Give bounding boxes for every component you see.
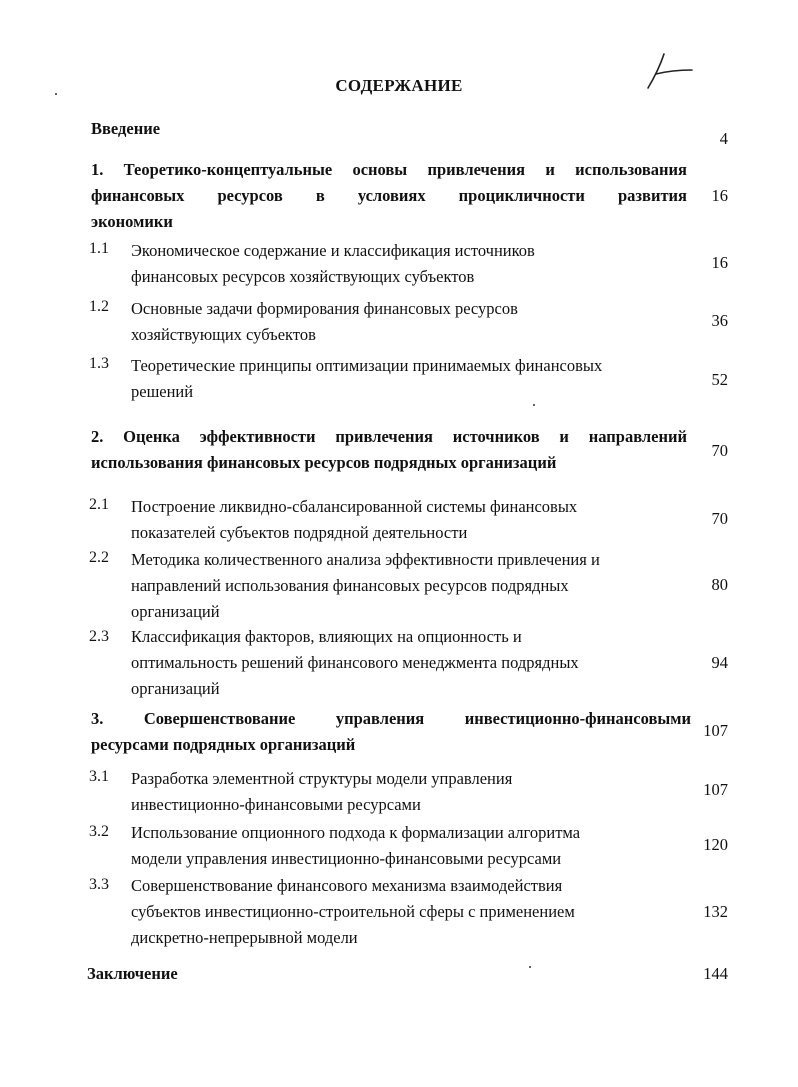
entry-title-line: хозяйствующих субъектов [131, 325, 316, 344]
entry-title-line: финансовых ресурсов в условиях процикличности развития [91, 186, 687, 205]
section-number: 3.2 [89, 823, 109, 840]
entry-title-line: направлений использования финансовых ресурсов подрядных [131, 576, 569, 595]
section-number: 1.3 [89, 355, 109, 372]
entry-title-line: Методика количественного анализа эффективности привлечения и [131, 550, 600, 569]
page-number: 16 [711, 253, 728, 272]
page-number: 4 [719, 129, 728, 148]
entry-title-line: 3. Совершенствование управления инвестиционно-финансовыми [91, 709, 691, 728]
entry-title-line: организаций [131, 602, 220, 621]
entry-title-line: Использование опционного подхода к формализации алгоритма [131, 823, 581, 842]
page-title: СОДЕРЖАНИЕ [335, 76, 463, 95]
page-number: 16 [711, 186, 728, 205]
section-number: 3.1 [89, 768, 109, 785]
entry-title-line: 2. Оценка эффективности привлечения источников и направлений [91, 427, 687, 446]
page-number: 94 [711, 653, 728, 672]
page-number: 52 [711, 370, 728, 389]
entry-title-line: Экономическое содержание и классификация источников [131, 241, 535, 260]
entry-title-line: экономики [91, 212, 173, 231]
page-number: 132 [703, 902, 728, 921]
entry-title-line: 1. Теоретико-концептуальные основы привлечения и использования [91, 160, 687, 179]
entry-title-line: Классификация факторов, влияющих на опционность и [131, 627, 522, 646]
speck [55, 93, 57, 95]
entry-title: Введение [91, 119, 161, 138]
entry-title-line: организаций [131, 679, 220, 698]
page-number: 107 [703, 780, 728, 799]
section-number: 2.3 [89, 628, 109, 645]
entry-title-line: финансовых ресурсов хозяйствующих субъектов [131, 267, 475, 286]
handwritten-mark-icon [642, 48, 698, 98]
entry-title-line: Совершенствование финансового механизма взаимодействия [131, 876, 563, 895]
entry-title-line: использования финансовых ресурсов подрядных организаций [91, 453, 557, 472]
entry-title-line: Разработка элементной структуры модели управления [131, 769, 513, 788]
section-number: 2.2 [89, 549, 109, 566]
page-number: 36 [711, 311, 728, 330]
page-number: 70 [711, 509, 728, 528]
entry-title-line: Основные задачи формирования финансовых ресурсов [131, 299, 518, 318]
entry-title-line: дискретно-непрерывной модели [131, 928, 358, 947]
section-number: 3.3 [89, 876, 109, 893]
entry-title-line: Теоретические принципы оптимизации принимаемых финансовых [131, 356, 603, 375]
page-number: 120 [703, 835, 728, 854]
page-number: 144 [703, 964, 728, 983]
entry-title: Заключение [87, 964, 178, 983]
entry-title-line: показателей субъектов подрядной деятельности [131, 523, 468, 542]
section-number: 1.1 [89, 240, 109, 257]
entry-title-line: Построение ликвидно-сбалансированной системы финансовых [131, 497, 578, 516]
entry-title-line: оптимальность решений финансового менеджмента подрядных [131, 653, 579, 672]
entry-title-line: инвестиционно-финансовыми ресурсами [131, 795, 421, 814]
entry-title-line: решений [131, 382, 194, 401]
section-number: 2.1 [89, 496, 109, 513]
entry-title-line: ресурсами подрядных организаций [91, 735, 356, 754]
page-number: 70 [711, 441, 728, 460]
entry-title-line: модели управления инвестиционно-финансовыми ресурсами [131, 849, 562, 868]
section-number: 1.2 [89, 298, 109, 315]
page-number: 80 [711, 575, 728, 594]
page-number: 107 [703, 721, 728, 740]
entry-title-line: субъектов инвестиционно-строительной сферы с применением [131, 902, 575, 921]
